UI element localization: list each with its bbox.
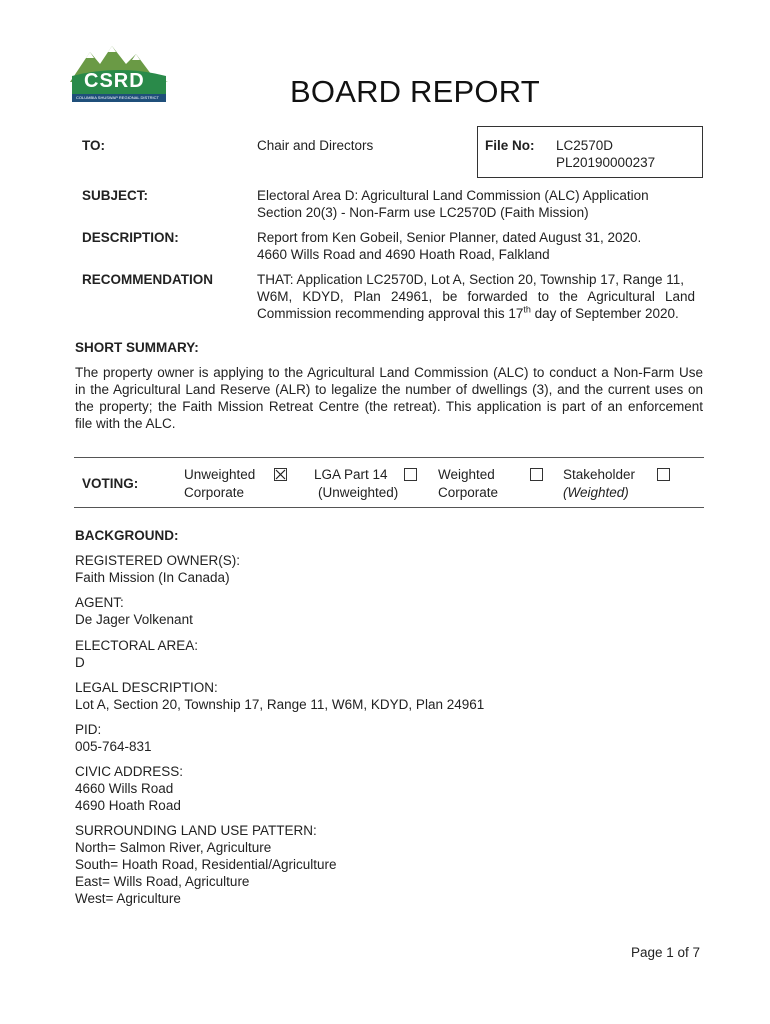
voting-option-unweighted-corporate-l2: Corporate — [184, 485, 245, 500]
csrd-logo — [70, 42, 168, 104]
pid-value: 005-764-831 — [75, 739, 152, 754]
electoral-area-value: D — [75, 655, 85, 670]
recommendation-line-3: Commission recommending approval this 17th day of September 2020. — [257, 304, 679, 321]
recommendation-line-1: THAT: Application LC2570D, Lot A, Section 20, Township 17, Range 11, — [257, 272, 685, 287]
summary-line-2: in the Agricultural Land Reserve (ALR) to legalize the number of dwellings (3), and the current uses on — [75, 382, 703, 397]
land-use-south: South= Hoath Road, Residential/Agriculture — [75, 857, 337, 872]
voting-bottom-rule — [74, 507, 704, 508]
page-title: BOARD REPORT — [290, 74, 540, 109]
voting-option-weighted-corporate-l2: Corporate — [438, 485, 499, 500]
to-value: Chair and Directors — [257, 138, 374, 153]
civic-address-line-1: 4660 Wills Road — [75, 781, 174, 796]
description-label: DESCRIPTION: — [82, 230, 179, 245]
land-use-north: North= Salmon River, Agriculture — [75, 840, 272, 855]
checkbox-stakeholder[interactable] — [657, 468, 670, 481]
voting-option-lga-l1: LGA Part 14 — [314, 467, 388, 482]
file-no-value-1: LC2570D — [556, 138, 614, 153]
checkbox-unweighted-corporate[interactable] — [274, 468, 287, 481]
voting-option-stakeholder-l1: Stakeholder — [563, 467, 636, 482]
summary-line-4: file with the ALC. — [75, 416, 176, 431]
owner-label: REGISTERED OWNER(S): — [75, 553, 241, 568]
legal-description-value: Lot A, Section 20, Township 17, Range 11, W6M, KDYD, Plan 24961 — [75, 697, 485, 712]
voting-option-stakeholder-l2: (Weighted) — [563, 485, 629, 500]
legal-description-label: LEGAL DESCRIPTION: — [75, 680, 218, 695]
civic-address-label: CIVIC ADDRESS: — [75, 764, 184, 779]
summary-line-3: the property; the Faith Mission Retreat Centre (the retreat). This application is part of an enforcement — [75, 399, 703, 414]
checked-x-icon — [275, 469, 286, 480]
background-heading: BACKGROUND: — [75, 528, 179, 543]
agent-label: AGENT: — [75, 595, 124, 610]
owner-value: Faith Mission (In Canada) — [75, 570, 230, 585]
land-use-east: East= Wills Road, Agriculture — [75, 874, 250, 889]
description-line-2: 4660 Wills Road and 4690 Hoath Road, Falkland — [257, 247, 550, 262]
logo-text: CSRD — [84, 70, 145, 92]
voting-option-unweighted-corporate-l1: Unweighted — [184, 467, 256, 482]
logo-subtext: COLUMBIA SHUSWAP REGIONAL DISTRICT — [76, 95, 159, 100]
description-line-1: Report from Ken Gobeil, Senior Planner, dated August 31, 2020. — [257, 230, 642, 245]
voting-top-rule — [74, 457, 704, 458]
page-number: Page 1 of 7 — [631, 945, 701, 960]
summary-heading: SHORT SUMMARY: — [75, 340, 199, 355]
land-use-west: West= Agriculture — [75, 891, 181, 906]
file-no-value-2: PL20190000237 — [556, 155, 656, 170]
civic-address-line-2: 4690 Hoath Road — [75, 798, 181, 813]
voting-label: VOTING: — [82, 476, 139, 491]
checkbox-weighted-corporate[interactable] — [530, 468, 543, 481]
pid-label: PID: — [75, 722, 102, 737]
summary-line-1: The property owner is applying to the Agricultural Land Commission (ALC) to conduct a Non-Farm Use — [75, 365, 703, 380]
recommendation-line-2: W6M, KDYD, Plan 24961, be forwarded to the Agricultural Land — [257, 289, 695, 304]
file-no-label: File No: — [485, 138, 535, 153]
subject-label: SUBJECT: — [82, 188, 149, 203]
subject-line-2: Section 20(3) - Non-Farm use LC2570D (Faith Mission) — [257, 205, 589, 220]
land-use-label: SURROUNDING LAND USE PATTERN: — [75, 823, 317, 838]
voting-option-weighted-corporate-l1: Weighted — [438, 467, 495, 482]
subject-line-1: Electoral Area D: Agricultural Land Commission (ALC) Application — [257, 188, 649, 203]
electoral-area-label: ELECTORAL AREA: — [75, 638, 199, 653]
agent-value: De Jager Volkenant — [75, 612, 193, 627]
voting-option-lga-l2: (Unweighted) — [318, 485, 399, 500]
checkbox-lga-part-14[interactable] — [404, 468, 417, 481]
recommendation-label: RECOMMENDATION — [82, 272, 213, 287]
to-label: TO: — [82, 138, 105, 153]
